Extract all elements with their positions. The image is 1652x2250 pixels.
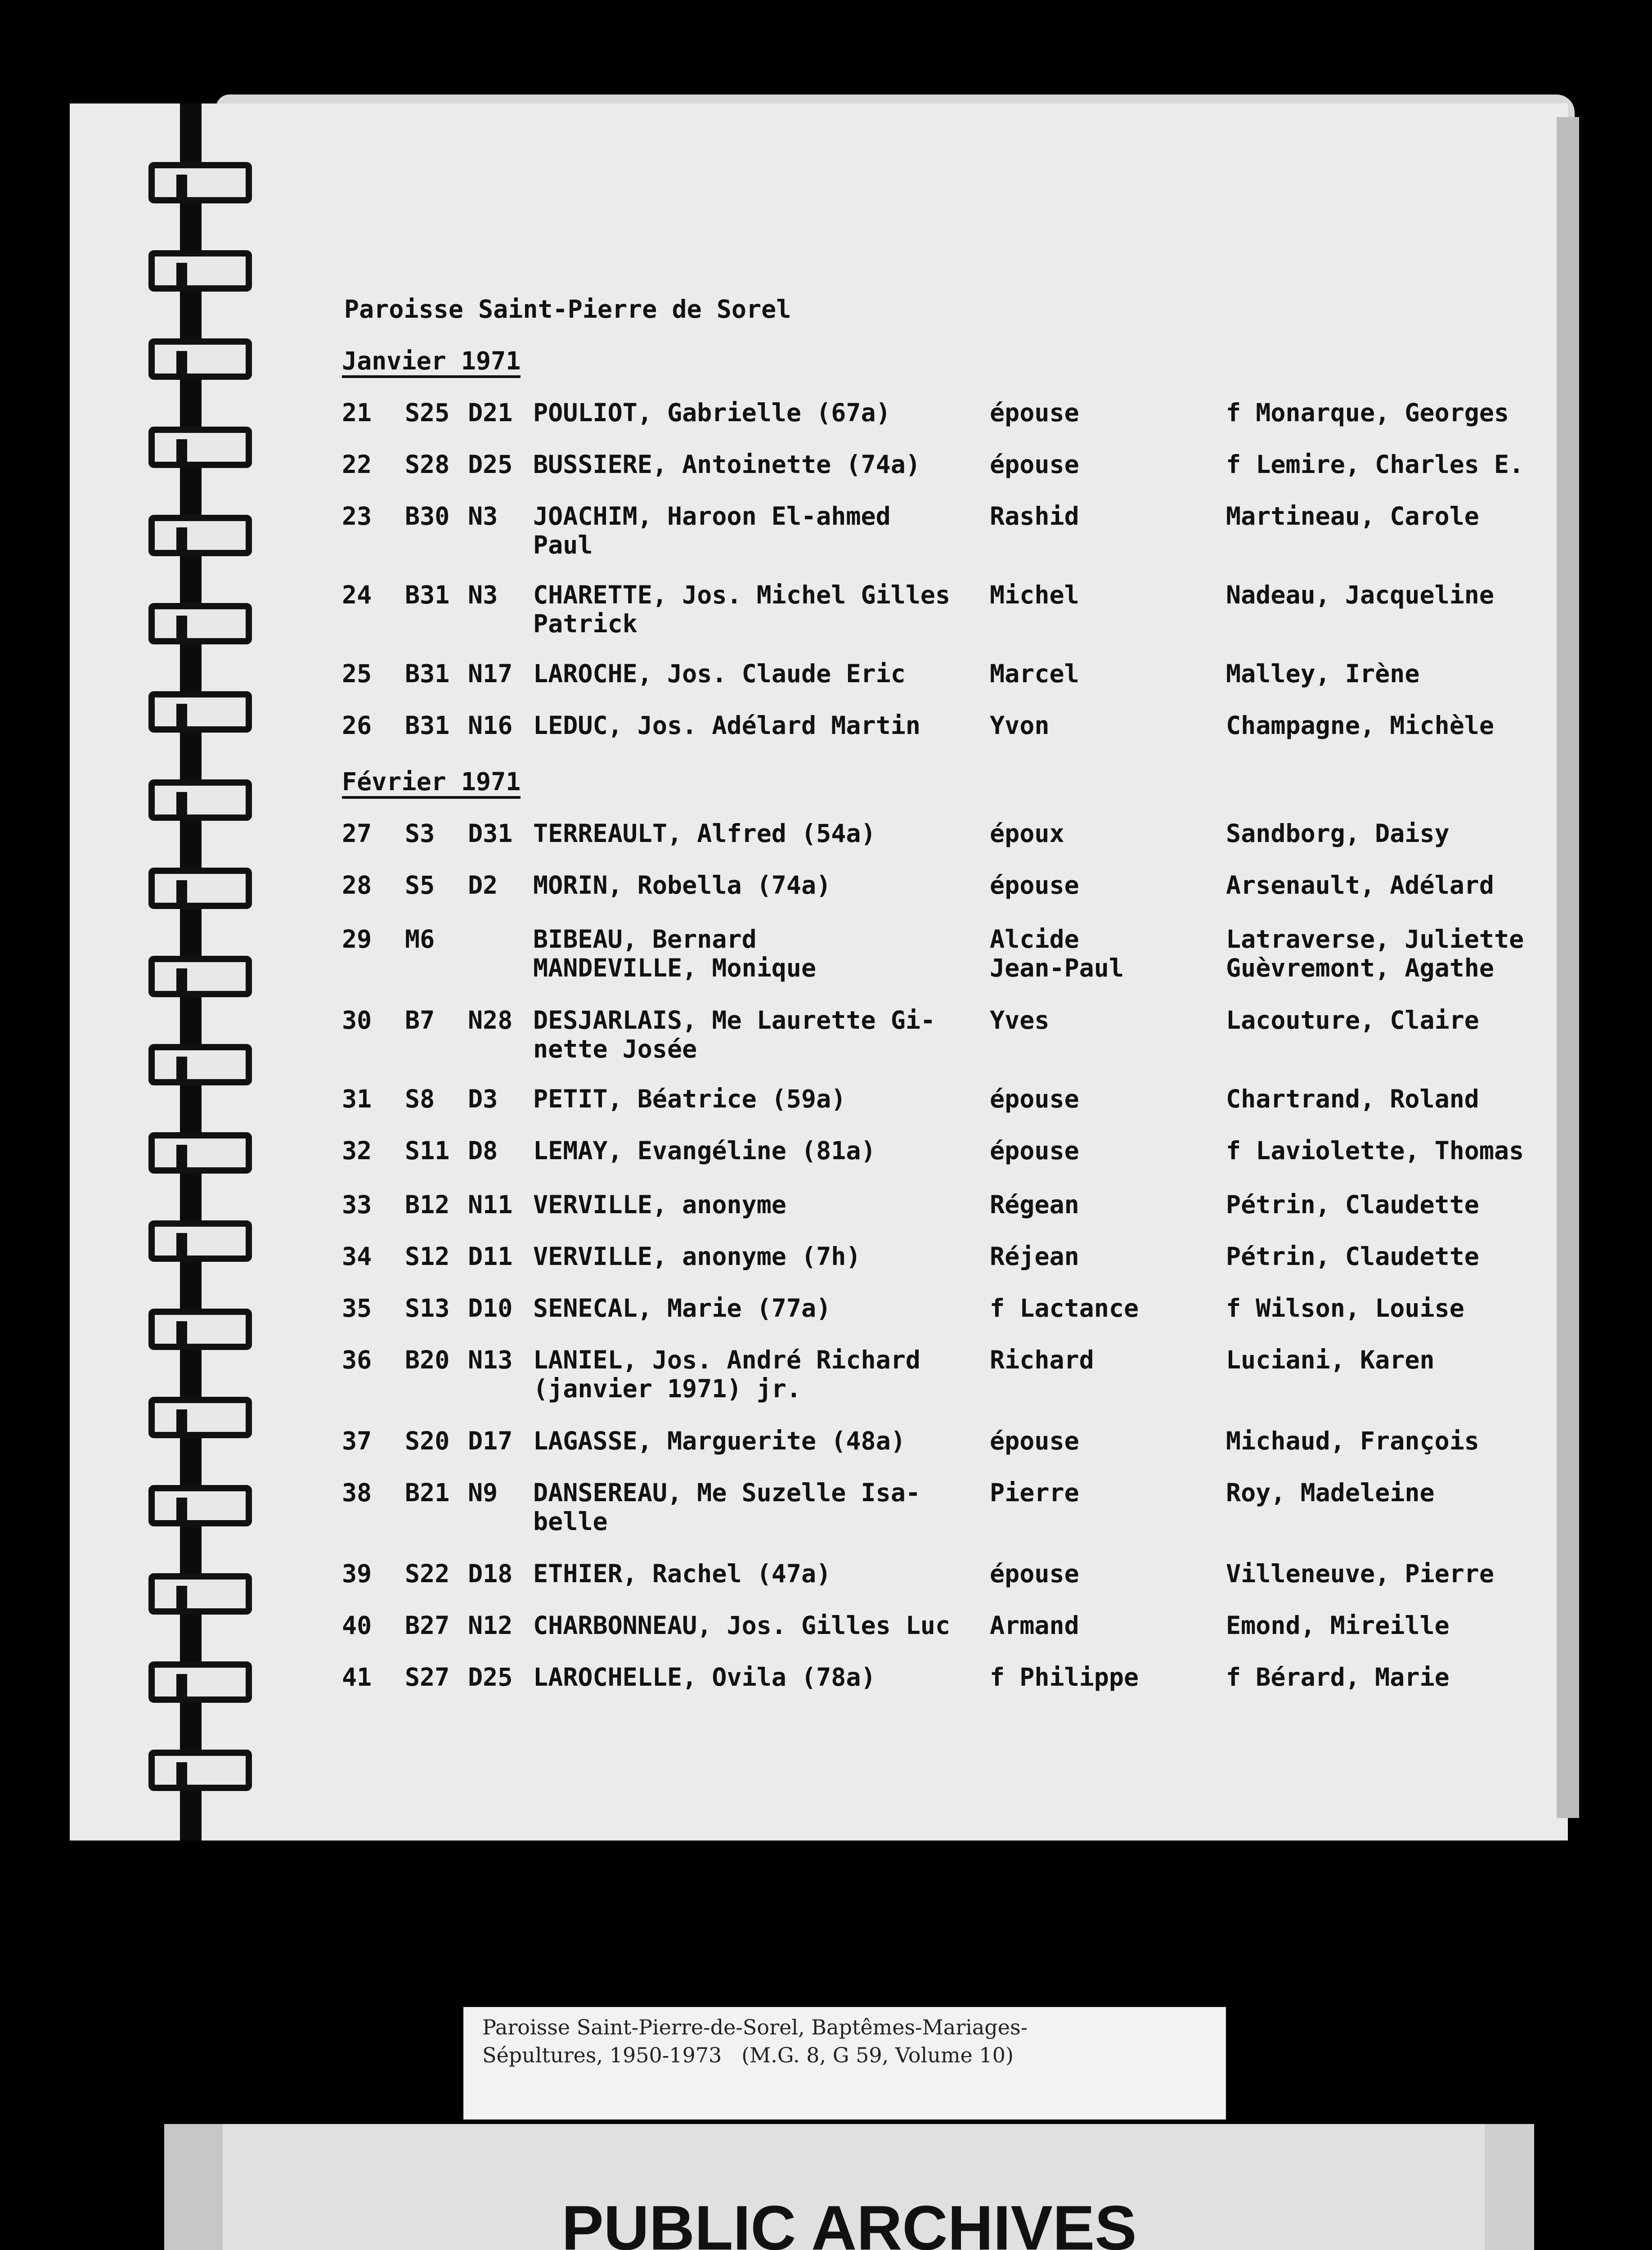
entry-number: 24	[342, 580, 372, 609]
entry-name: LEDUC, Jos. Adélard Martin	[533, 711, 920, 740]
entry-parent-continued: Jean-Paul	[990, 954, 1124, 982]
entry-other-continued: Guèvremont, Agathe	[1226, 954, 1495, 982]
entry-number: 37	[342, 1426, 372, 1455]
entry-parent: épouse	[990, 871, 1079, 900]
entry-parent: Régean	[990, 1190, 1079, 1219]
entry-code-2: N13	[468, 1346, 513, 1374]
entry-other: Villeneuve, Pierre	[1226, 1559, 1495, 1588]
entry-number: 27	[342, 819, 372, 848]
entry-code-2: N17	[468, 659, 513, 688]
entry-code-1: S20	[405, 1426, 450, 1455]
entry-number: 39	[342, 1559, 372, 1588]
entry-other: Pétrin, Claudette	[1226, 1190, 1479, 1219]
entry-number: 31	[342, 1084, 372, 1113]
entry-other: f Lemire, Charles E.	[1226, 450, 1524, 479]
entry-parent: épouse	[990, 450, 1079, 479]
binding-ring	[148, 956, 252, 997]
entry-name: ETHIER, Rachel (47a)	[533, 1559, 831, 1588]
entry-name: POULIOT, Gabrielle (67a)	[533, 398, 891, 427]
entry-code-1: B27	[405, 1611, 450, 1640]
entry-parent: Réjean	[990, 1242, 1079, 1271]
entry-code-1: M6	[405, 925, 435, 954]
entry-name: LANIEL, Jos. André Richard	[533, 1346, 920, 1374]
entry-number: 23	[342, 502, 372, 531]
entry-name: BIBEAU, Bernard	[533, 925, 757, 954]
entry-name: LAGASSE, Marguerite (48a)	[533, 1426, 906, 1455]
entry-parent: Rashid	[990, 502, 1079, 531]
entry-parent: f Philippe	[990, 1663, 1139, 1692]
binding-ring	[148, 1661, 252, 1703]
entry-number: 30	[342, 1006, 372, 1035]
entry-name-continued: MANDEVILLE, Monique	[533, 954, 817, 982]
entry-code-1: S5	[405, 871, 435, 900]
entry-other: Emond, Mireille	[1226, 1611, 1450, 1640]
section-heading: Février 1971	[342, 767, 521, 799]
archive-caption	[463, 2007, 1226, 2120]
entry-code-1: B7	[405, 1006, 435, 1035]
entry-number: 33	[342, 1190, 372, 1219]
entry-other: f Laviolette, Thomas	[1226, 1136, 1524, 1165]
entry-parent: Yvon	[990, 711, 1050, 740]
entry-name-continued: Patrick	[533, 609, 637, 638]
entry-number: 35	[342, 1294, 372, 1323]
entry-code-2: N3	[468, 580, 498, 609]
entry-code-1: S22	[405, 1559, 450, 1588]
entry-code-2: D10	[468, 1294, 513, 1323]
section-heading: Janvier 1971	[342, 346, 521, 378]
entry-other: Michaud, François	[1226, 1426, 1479, 1455]
page-title: Paroisse Saint-Pierre de Sorel	[344, 295, 791, 324]
entry-name: LAROCHE, Jos. Claude Eric	[533, 659, 906, 688]
entry-number: 32	[342, 1136, 372, 1165]
entry-number: 29	[342, 925, 372, 954]
entry-other: Martineau, Carole	[1226, 502, 1479, 531]
entry-other: Chartrand, Roland	[1226, 1084, 1479, 1113]
binding-ring	[148, 1220, 252, 1262]
entry-code-2: N9	[468, 1478, 498, 1507]
entry-number: 36	[342, 1346, 372, 1374]
entry-number: 28	[342, 871, 372, 900]
entry-parent: f Lactance	[990, 1294, 1139, 1323]
stamp-line-1: PUBLIC ARCHIVES	[561, 2192, 1137, 2250]
entry-name: TERREAULT, Alfred (54a)	[533, 819, 876, 848]
entry-code-2: D25	[468, 1663, 513, 1692]
binding-ring	[148, 691, 252, 733]
archives-stamp	[164, 2124, 1534, 2250]
entry-parent: Michel	[990, 580, 1079, 609]
entry-code-1: S28	[405, 450, 450, 479]
entry-code-1: S12	[405, 1242, 450, 1271]
entry-parent: épouse	[990, 1136, 1079, 1165]
entry-code-1: B30	[405, 502, 450, 531]
entry-other: f Bérard, Marie	[1226, 1663, 1450, 1692]
binding-ring	[148, 515, 252, 556]
entry-parent: Marcel	[990, 659, 1079, 688]
caption-line-1: Paroisse Saint-Pierre-de-Sorel, Baptêmes-Mariages-	[482, 2015, 1028, 2039]
entry-code-1: B20	[405, 1346, 450, 1374]
entry-code-2: D11	[468, 1242, 513, 1271]
binding-ring	[148, 1309, 252, 1350]
binding-ring	[148, 250, 252, 292]
entry-code-1: S27	[405, 1663, 450, 1692]
entry-name: LAROCHELLE, Ovila (78a)	[533, 1663, 876, 1692]
entry-other: Malley, Irène	[1226, 659, 1420, 688]
binding-ring	[148, 1485, 252, 1526]
entry-name: BUSSIERE, Antoinette (74a)	[533, 450, 920, 479]
entry-code-2: N16	[468, 711, 513, 740]
entry-name-continued: (janvier 1971) jr.	[533, 1374, 802, 1403]
entry-number: 26	[342, 711, 372, 740]
entry-other: Luciani, Karen	[1226, 1346, 1435, 1374]
entry-parent: épouse	[990, 1084, 1079, 1113]
entry-code-1: S3	[405, 819, 435, 848]
entry-code-2: D8	[468, 1136, 498, 1165]
entry-other: Arsenault, Adélard	[1226, 871, 1495, 900]
entry-name-continued: nette Josée	[533, 1035, 697, 1063]
entry-parent: épouse	[990, 1559, 1079, 1588]
entry-name: CHARBONNEAU, Jos. Gilles Luc	[533, 1611, 951, 1640]
entry-code-2: D2	[468, 871, 498, 900]
entry-other: f Monarque, Georges	[1226, 398, 1509, 427]
entry-other: Nadeau, Jacqueline	[1226, 580, 1495, 609]
binding-ring	[148, 162, 252, 203]
binding-ring	[148, 427, 252, 468]
entry-code-2: D17	[468, 1426, 513, 1455]
entry-code-2: D31	[468, 819, 513, 848]
entry-number: 40	[342, 1611, 372, 1640]
entry-code-2: N12	[468, 1611, 513, 1640]
entry-code-1: B21	[405, 1478, 450, 1507]
entry-number: 34	[342, 1242, 372, 1271]
entry-parent: Richard	[990, 1346, 1094, 1374]
entry-name-continued: belle	[533, 1507, 608, 1536]
entry-name: CHARETTE, Jos. Michel Gilles	[533, 580, 951, 609]
binding-ring	[148, 779, 252, 821]
entry-name: MORIN, Robella (74a)	[533, 871, 831, 900]
entry-code-1: B12	[405, 1190, 450, 1219]
entry-code-2: N11	[468, 1190, 513, 1219]
entry-code-2: D21	[468, 398, 513, 427]
entry-parent: épouse	[990, 398, 1079, 427]
entry-number: 25	[342, 659, 372, 688]
page-side-shadow	[1557, 117, 1579, 1818]
binding-ring	[148, 868, 252, 909]
entry-name-continued: Paul	[533, 531, 593, 559]
binding-ring	[148, 1132, 252, 1174]
entry-code-2: D18	[468, 1559, 513, 1588]
entry-name: JOACHIM, Haroon El-ahmed	[533, 502, 891, 531]
entry-parent: époux	[990, 819, 1064, 848]
caption-line-2: Sépultures, 1950-1973 (M.G. 8, G 59, Volume 10)	[482, 2043, 1014, 2067]
entry-code-2: N3	[468, 502, 498, 531]
entry-name: PETIT, Béatrice (59a)	[533, 1084, 846, 1113]
binding-ring	[148, 338, 252, 380]
entry-other: Champagne, Michèle	[1226, 711, 1495, 740]
binding-ring	[148, 1044, 252, 1085]
entry-other: Sandborg, Daisy	[1226, 819, 1450, 848]
entry-name: DANSEREAU, Me Suzelle Isa-	[533, 1478, 920, 1507]
entry-code-1: S8	[405, 1084, 435, 1113]
entry-parent: épouse	[990, 1426, 1079, 1455]
entry-number: 22	[342, 450, 372, 479]
entry-parent: Pierre	[990, 1478, 1079, 1507]
entry-name: DESJARLAIS, Me Laurette Gi-	[533, 1006, 936, 1035]
binding-ring	[148, 1397, 252, 1438]
entry-code-2: N28	[468, 1006, 513, 1035]
entry-code-1: B31	[405, 580, 450, 609]
entry-code-2: D3	[468, 1084, 498, 1113]
entry-name: VERVILLE, anonyme	[533, 1190, 786, 1219]
entry-parent: Alcide	[990, 925, 1079, 954]
binding-ring	[148, 1573, 252, 1615]
entry-other: Latraverse, Juliette	[1226, 925, 1524, 954]
entry-parent: Armand	[990, 1611, 1079, 1640]
entry-name: LEMAY, Evangéline (81a)	[533, 1136, 876, 1165]
entry-other: f Wilson, Louise	[1226, 1294, 1464, 1323]
entry-code-1: B31	[405, 659, 450, 688]
entry-code-1: S13	[405, 1294, 450, 1323]
binding-ring	[148, 603, 252, 644]
entry-other: Pétrin, Claudette	[1226, 1242, 1479, 1271]
entry-other: Roy, Madeleine	[1226, 1478, 1435, 1507]
entry-other: Lacouture, Claire	[1226, 1006, 1479, 1035]
binding-ring	[148, 1750, 252, 1791]
entry-number: 38	[342, 1478, 372, 1507]
entry-code-2: D25	[468, 450, 513, 479]
entry-number: 21	[342, 398, 372, 427]
entry-number: 41	[342, 1663, 372, 1692]
entry-code-1: B31	[405, 711, 450, 740]
entry-parent: Yves	[990, 1006, 1050, 1035]
entry-name: VERVILLE, anonyme (7h)	[533, 1242, 861, 1271]
entry-code-1: S25	[405, 398, 450, 427]
entry-name: SENECAL, Marie (77a)	[533, 1294, 831, 1323]
entry-code-1: S11	[405, 1136, 450, 1165]
